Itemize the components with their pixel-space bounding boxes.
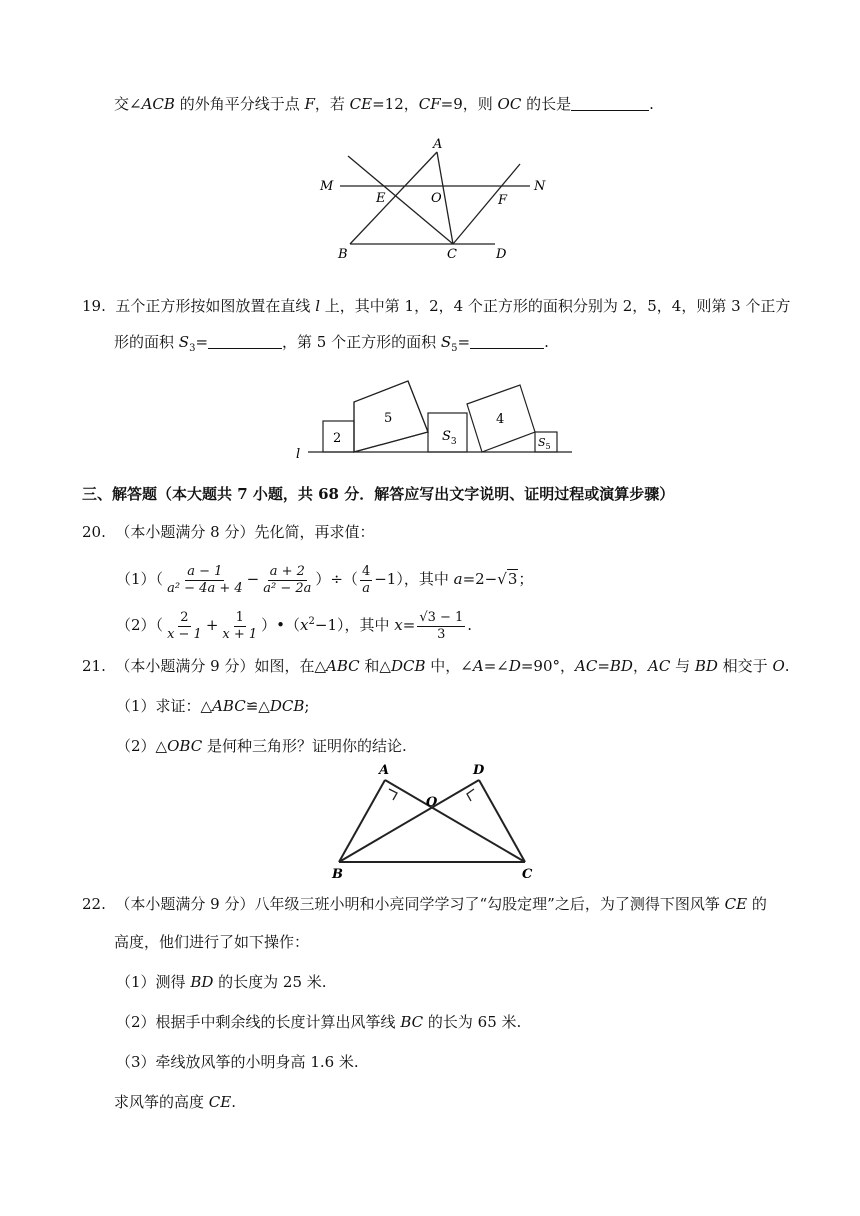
square5-area: $S_5$ <box>538 436 551 451</box>
figure-q19-squares <box>290 370 580 462</box>
question-number: 21. <box>82 657 106 675</box>
q20-part1: （1）（ $\frac{a - 1}{\text{a² − 4a + 4}}$ − $\frac{a + 2}{\text{a² − 2a}}$ ）÷（ $\frac{4}{a}$ −1），其中 a=2−√3； <box>116 563 534 596</box>
q22-line2: 高度，他们进行了如下操作： <box>114 933 310 951</box>
answer-blank[interactable] <box>571 96 649 111</box>
section-heading: 三、解答题（本大题共 7 小题，共 68 分．解答应写出文字说明、证明过程或演算步骤） <box>82 485 675 503</box>
label-F: F <box>498 193 508 208</box>
q19-line2: 形的面积 $S_3=$ ，第 5 个正方形的面积 $S_5=$ . <box>114 333 549 354</box>
square3-area: $S_3$ <box>442 429 457 447</box>
label-D: D <box>496 247 507 262</box>
question-number: 20. <box>82 523 106 541</box>
label-N: N <box>534 179 546 194</box>
question-number: 19. <box>82 297 106 315</box>
label-C: C <box>522 867 533 880</box>
q21-part2: （2）△OBC 是何种三角形？证明你的结论. <box>116 737 407 755</box>
q19-line1: 19. 五个正方形按如图放置在直线 l 上，其中第 1，2，4 个正方形的面积分别为 2，5，4，则第 3 个正方 <box>82 297 791 315</box>
label-O: O <box>431 191 442 206</box>
question-number: 22. <box>82 895 106 913</box>
answer-blank-s3[interactable] <box>208 334 282 349</box>
figure-q21-triangles <box>322 760 542 880</box>
q22-line1: 22. （本小题满分 9 分）八年级三班小明和小亮同学学习了“勾股定理”之后，为了测得下图风筝 CE 的 <box>82 895 767 913</box>
label-A: A <box>379 763 390 778</box>
q22-step2: （2）根据手中剩余线的长度计算出风筝线 BC 的长为 65 米. <box>116 1013 522 1031</box>
label-O: O <box>426 795 438 810</box>
label-M: M <box>320 179 334 194</box>
label-B: B <box>332 867 343 880</box>
q20-part2: （2）（ $\frac{2}{x - 1}$ + $\frac{1}{x + 1}$ ）$•(x^2-1)$，其中 x= $\frac{√3 - 1}{3}$ . <box>116 609 473 642</box>
label-D: D <box>473 763 485 778</box>
label-C: C <box>447 247 457 262</box>
q18-line: 交∠ACB 的外角平分线于点 F，若 CE=12，CF=9，则 OC 的长是 . <box>114 95 654 113</box>
q22-step3: （3）牵线放风筝的小明身高 1.6 米. <box>116 1053 359 1071</box>
square4-area: 4 <box>496 412 505 427</box>
answer-blank-s5[interactable] <box>470 334 544 349</box>
q22-step1: （1）测得 BD 的长度为 25 米. <box>116 973 327 991</box>
figure-q18-geometry <box>310 134 560 264</box>
square2-area: 5 <box>384 411 393 426</box>
label-B: B <box>338 247 348 262</box>
label-A: A <box>433 137 443 152</box>
q21-intro: 21. （本小题满分 9 分）如图，在△ABC 和△DCB 中，∠A=∠D=90°，AC=BD，AC 与 BD 相交于 O. <box>82 657 790 675</box>
line-l-label: l <box>296 447 301 462</box>
label-E: E <box>376 191 386 206</box>
square1-area: 2 <box>333 431 342 446</box>
q21-part1: （1）求证：△ABC≌△DCB; <box>116 697 310 715</box>
q22-question: 求风筝的高度 CE. <box>114 1093 236 1111</box>
q20-intro: 20. （本小题满分 8 分）先化简，再求值： <box>82 523 375 541</box>
